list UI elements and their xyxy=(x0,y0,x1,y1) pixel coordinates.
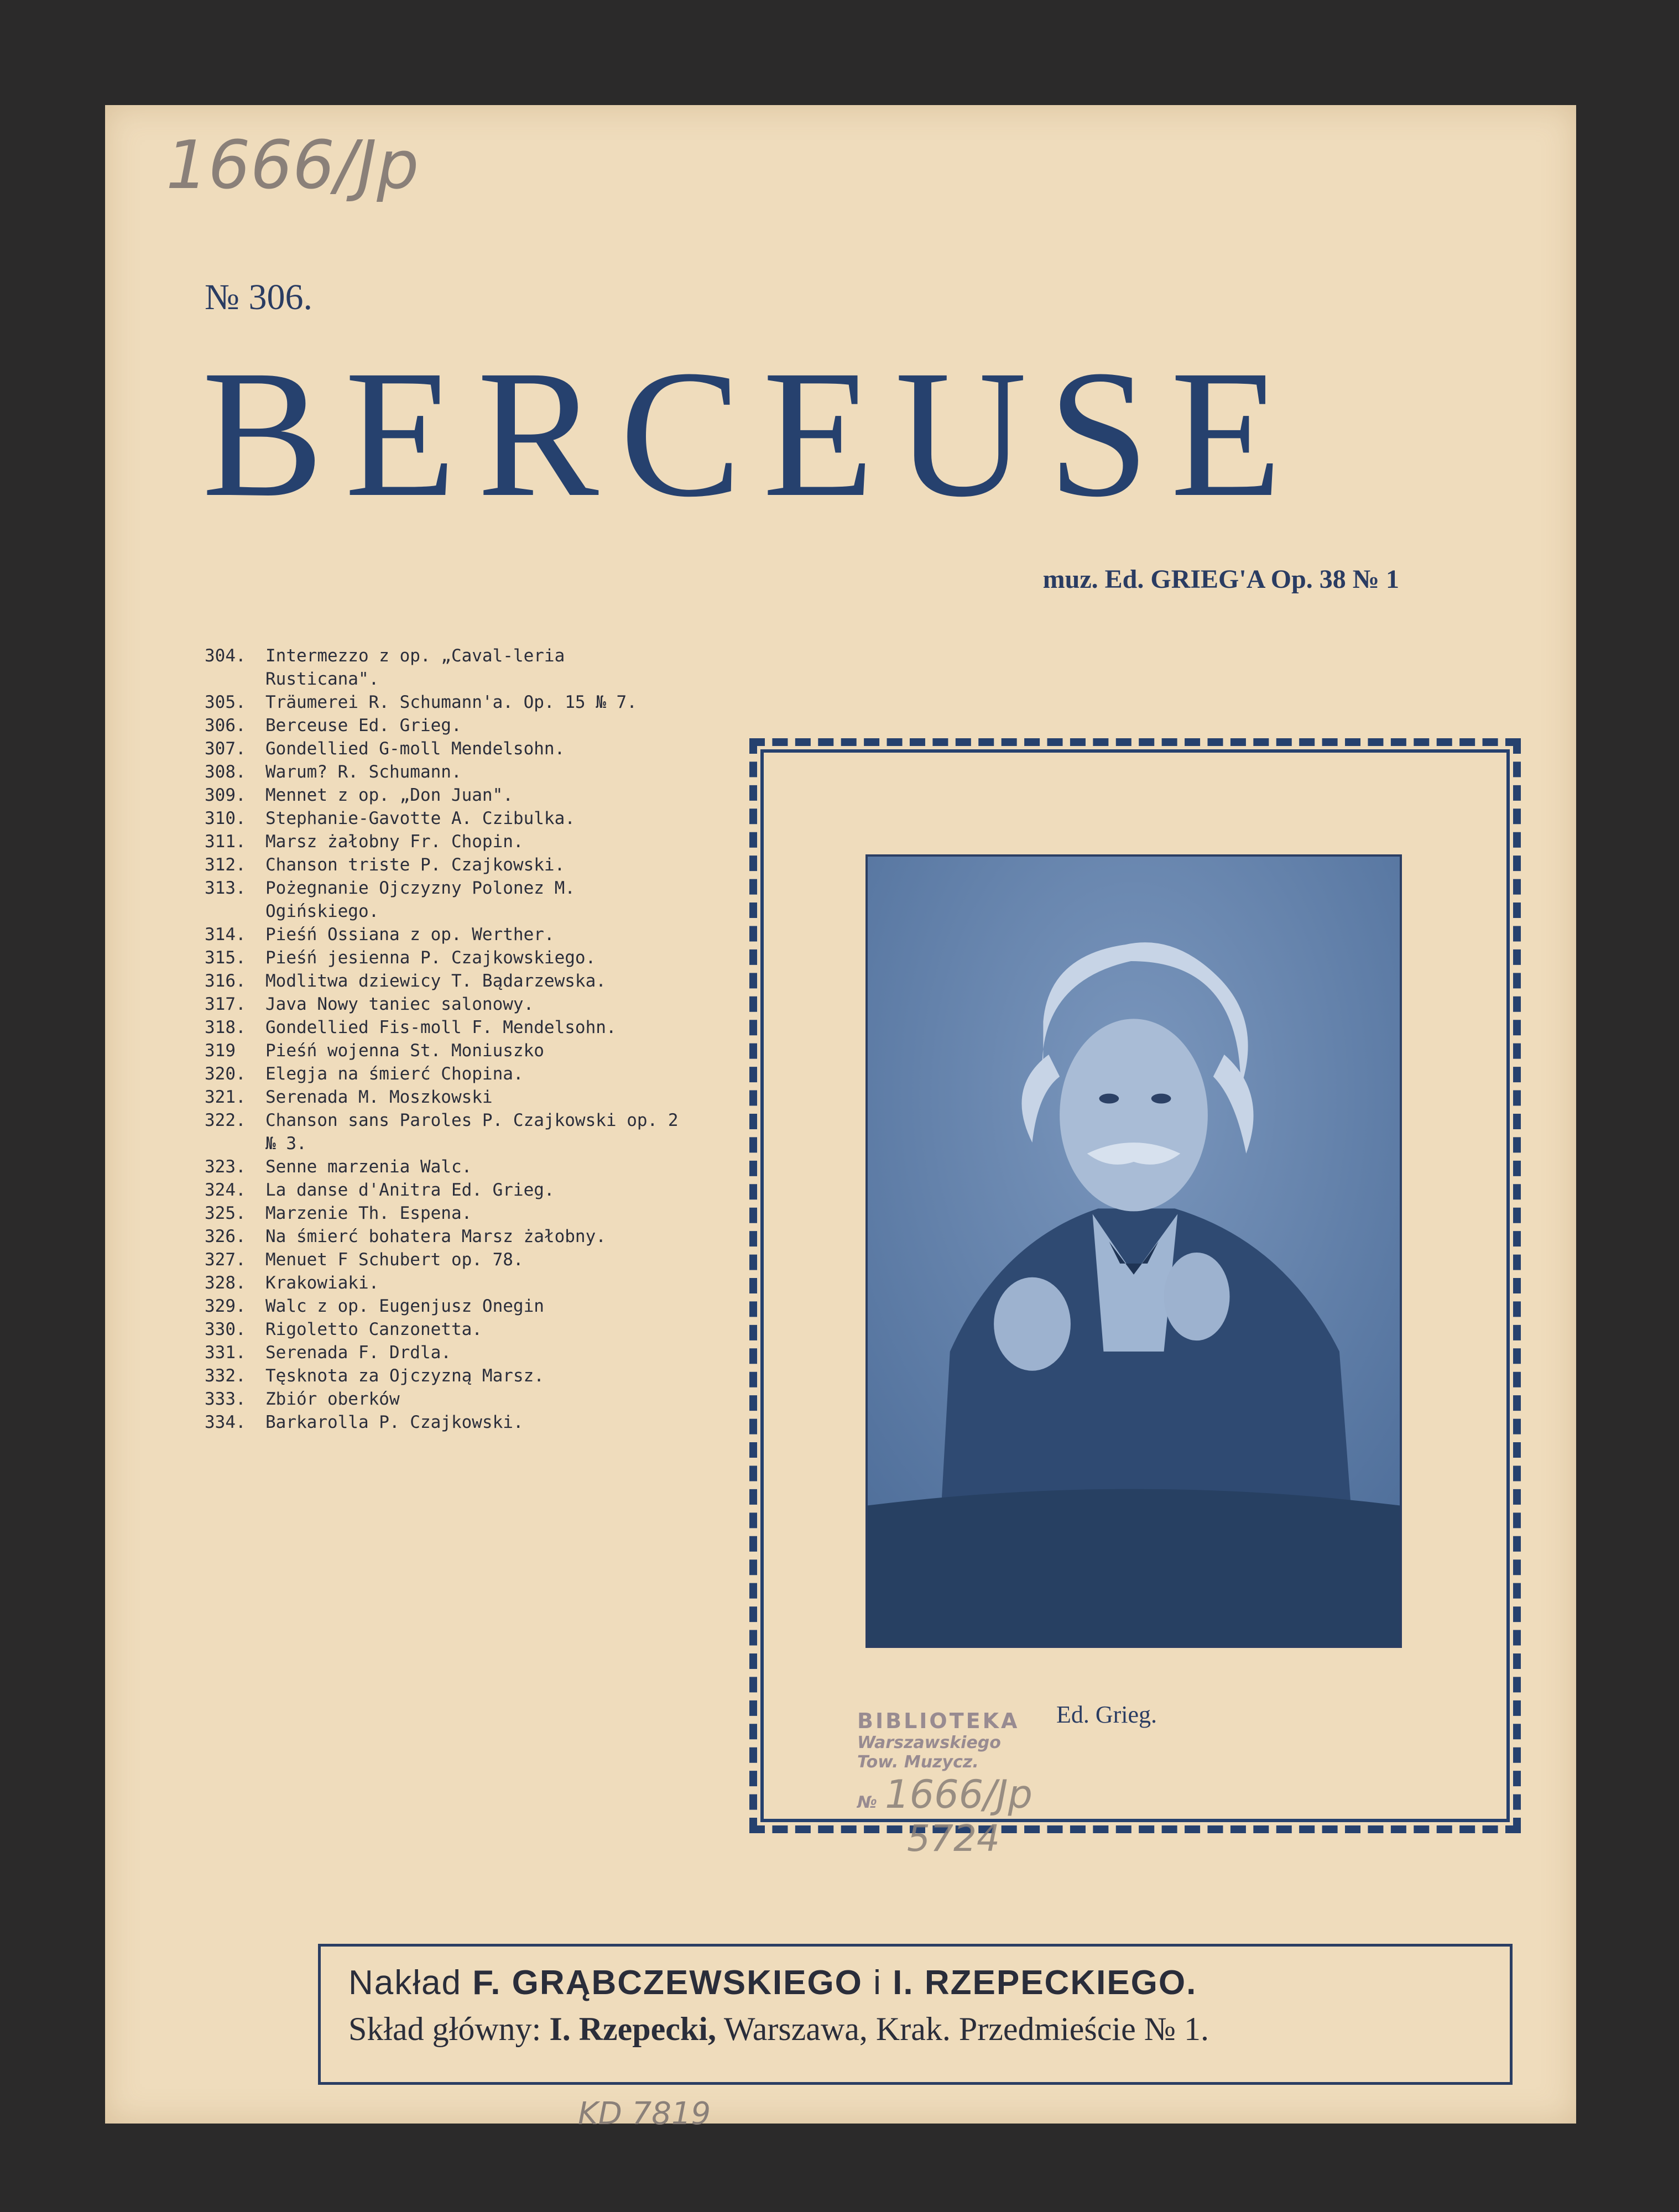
list-item-title: La danse d'Anitra Ed. Grieg. xyxy=(265,1180,555,1200)
composer-portrait xyxy=(865,854,1402,1648)
list-item-title: Intermezzo z op. „Caval-leria Rusticana". xyxy=(265,646,565,689)
list-item-number: 331. xyxy=(205,1343,246,1363)
list-item-title: Serenada F. Drdla. xyxy=(265,1343,451,1363)
list-item xyxy=(205,1225,680,1248)
list-item-number: 322. xyxy=(205,1110,246,1130)
list-item-title: Berceuse Ed. Grieg. xyxy=(265,716,462,735)
list-item xyxy=(205,969,680,993)
list-item xyxy=(205,1271,680,1295)
list-item-number: 321. xyxy=(205,1087,246,1107)
list-item-number: 314. xyxy=(205,925,246,945)
list-item-title: Java Nowy taniec salonowy. xyxy=(265,994,534,1014)
catalog-number: № 306. xyxy=(205,277,312,317)
list-item xyxy=(205,1364,680,1387)
list-item-title: Na śmierć bohatera Marsz żałobny. xyxy=(265,1227,606,1246)
list-item xyxy=(205,1387,680,1411)
publisher-box xyxy=(318,1944,1513,2085)
list-item-title: Elegja na śmierć Chopina. xyxy=(265,1064,524,1084)
list-item xyxy=(205,1295,680,1318)
list-item-title: Stephanie-Gavotte A. Czibulka. xyxy=(265,808,575,828)
list-item xyxy=(205,1202,680,1225)
list-item-title: Träumerei R. Schumann'a. Op. 15 № 7. xyxy=(265,692,637,712)
list-item-number: 324. xyxy=(205,1180,246,1200)
list-item-title: Barkarolla P. Czajkowski. xyxy=(265,1412,524,1432)
list-item-number: 329. xyxy=(205,1296,246,1316)
list-item xyxy=(205,877,680,923)
list-item xyxy=(205,644,680,691)
list-item-number: 304. xyxy=(205,646,246,666)
list-item-number: 310. xyxy=(205,808,246,828)
publisher-line-1: Nakład F. GRĄBCZEWSKIEGO i I. RZEPECKIEGO. xyxy=(348,1964,1197,2002)
list-item-number: 330. xyxy=(205,1319,246,1339)
stamp-line-1: BIBLIOTEKA xyxy=(857,1709,1020,1733)
list-item xyxy=(205,1318,680,1341)
handwritten-shelfmark: 1666/Jp xyxy=(166,127,419,204)
list-item xyxy=(205,807,680,830)
list-item-number: 319 xyxy=(205,1041,236,1061)
list-item-number: 326. xyxy=(205,1227,246,1246)
stamp-line-3: Tow. Muzycz. xyxy=(857,1752,979,1772)
list-item-number: 328. xyxy=(205,1273,246,1293)
list-item-number: 307. xyxy=(205,739,246,759)
list-item xyxy=(205,691,680,714)
list-item-title: Marzenie Th. Espena. xyxy=(265,1203,472,1223)
stamp-prefix: № xyxy=(857,1793,878,1812)
library-stamp xyxy=(857,1709,1056,1860)
list-item xyxy=(205,714,680,737)
list-item-number: 313. xyxy=(205,878,246,898)
list-item-number: 317. xyxy=(205,994,246,1014)
list-item-number: 325. xyxy=(205,1203,246,1223)
stamp-handwritten-number: 1666/Jp xyxy=(885,1772,1033,1817)
list-item-number: 320. xyxy=(205,1064,246,1084)
list-item xyxy=(205,946,680,969)
list-item-title: Gondellied Fis-moll F. Mendelsohn. xyxy=(265,1018,617,1037)
list-item-number: 308. xyxy=(205,762,246,782)
list-item xyxy=(205,1248,680,1271)
list-item-title: Walc z op. Eugenjusz Onegin xyxy=(265,1296,544,1316)
list-item-number: 333. xyxy=(205,1389,246,1409)
list-item-title: Pieśń Ossiana z op. Werther. xyxy=(265,925,555,945)
list-item-number: 332. xyxy=(205,1366,246,1386)
series-list xyxy=(205,644,680,1434)
list-item xyxy=(205,830,680,853)
list-item-number: 323. xyxy=(205,1157,246,1177)
list-item-title: Tęsknota za Ojczyzną Marsz. xyxy=(265,1366,544,1386)
list-item-number: 327. xyxy=(205,1250,246,1270)
list-item xyxy=(205,737,680,760)
publisher-line-2: Skład główny: I. Rzepecki, Warszawa, Krak. Przedmieście № 1. xyxy=(348,2011,1209,2047)
list-item xyxy=(205,1178,680,1202)
list-item-title: Krakowiaki. xyxy=(265,1273,379,1293)
list-item-title: Chanson triste P. Czajkowski. xyxy=(265,855,565,875)
list-item xyxy=(205,1086,680,1109)
page-title: BERCEUSE xyxy=(202,333,1303,535)
list-item-title: Chanson sans Paroles P. Czajkowski op. 2 № 3. xyxy=(265,1110,679,1154)
portrait-caption: Ed. Grieg. xyxy=(1056,1701,1157,1728)
portrait-illustration xyxy=(868,857,1400,1646)
list-item-number: 315. xyxy=(205,948,246,968)
list-item-title: Serenada M. Moszkowski xyxy=(265,1087,493,1107)
list-item-title: Pieśń wojenna St. Moniuszko xyxy=(265,1041,544,1061)
list-item-title: Senne marzenia Walc. xyxy=(265,1157,472,1177)
list-item-number: 309. xyxy=(205,785,246,805)
stamp-line-2: Warszawskiego xyxy=(857,1733,1001,1752)
handwritten-inventory: KD 7819 xyxy=(578,2096,711,2132)
list-item-title: Gondellied G-moll Mendelsohn. xyxy=(265,739,565,759)
list-item xyxy=(205,1411,680,1434)
list-item xyxy=(205,1341,680,1364)
list-item xyxy=(205,1039,680,1062)
list-item xyxy=(205,1062,680,1086)
composer-line: muz. Ed. GRIEG'A Op. 38 № 1 xyxy=(1042,565,1399,594)
list-item-title: Marsz żałobny Fr. Chopin. xyxy=(265,832,524,852)
list-item-title: Pieśń jesienna P. Czajkowskiego. xyxy=(265,948,596,968)
list-item xyxy=(205,784,680,807)
list-item xyxy=(205,1155,680,1178)
list-item-title: Modlitwa dziewicy T. Bądarzewska. xyxy=(265,971,606,991)
list-item-number: 316. xyxy=(205,971,246,991)
list-item-number: 334. xyxy=(205,1412,246,1432)
list-item-number: 305. xyxy=(205,692,246,712)
list-item-title: Warum? R. Schumann. xyxy=(265,762,462,782)
list-item-number: 306. xyxy=(205,716,246,735)
list-item xyxy=(205,760,680,784)
list-item-title: Zbiór oberków xyxy=(265,1389,400,1409)
score-cover xyxy=(105,105,1576,2132)
list-item-title: Rigoletto Canzonetta. xyxy=(265,1319,482,1339)
list-item-number: 318. xyxy=(205,1018,246,1037)
handwritten-number: 5724 xyxy=(907,1817,1000,1860)
list-item xyxy=(205,923,680,946)
list-item xyxy=(205,1016,680,1039)
list-item-number: 312. xyxy=(205,855,246,875)
list-item xyxy=(205,993,680,1016)
list-item xyxy=(205,1109,680,1155)
list-item xyxy=(205,853,680,877)
list-item-title: Mennet z op. „Don Juan". xyxy=(265,785,513,805)
list-item-title: Pożegnanie Ojczyzny Polonez M. Ogińskiego. xyxy=(265,878,575,921)
list-item-number: 311. xyxy=(205,832,246,852)
list-item-title: Menuet F Schubert op. 78. xyxy=(265,1250,524,1270)
